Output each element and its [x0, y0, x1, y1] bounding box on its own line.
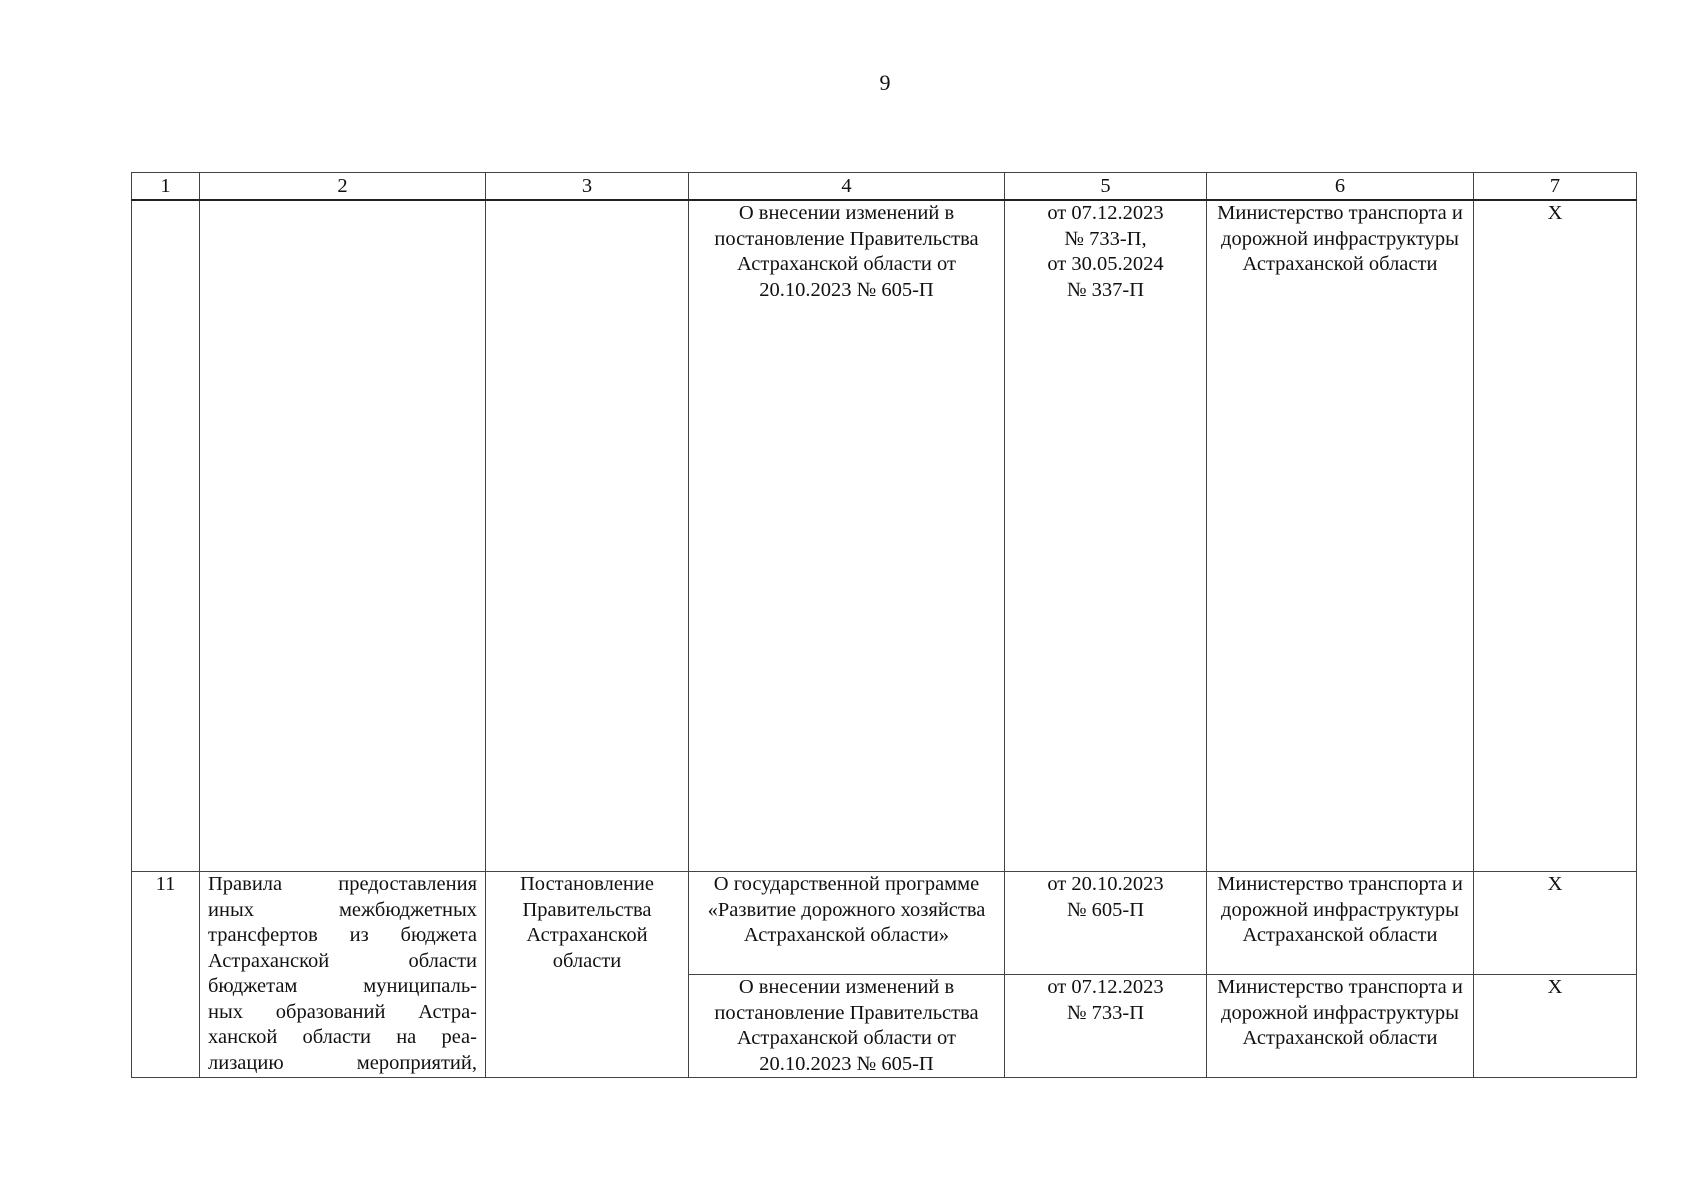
cell-number: 11 [132, 872, 200, 1078]
cell-description [200, 872, 486, 1078]
cell-agency: Министерство транспорта и дорожной инфраструктуры Астраханской области [1207, 872, 1474, 975]
cell-doc-title: О внесении изменений в постановление Правительства Астраханской области от 20.10.2023 № 605-П [689, 975, 1005, 1078]
header-col-4: 4 [689, 173, 1005, 201]
cell-agency: Министерство транспорта и дорожной инфраструктуры Астраханской области [1207, 975, 1474, 1078]
header-col-7: 7 [1474, 173, 1637, 201]
cell-doc-title: О внесении изменений в постановление Правительства Астраханской области от 20.10.2023 № 605-П [689, 200, 1005, 872]
header-col-6: 6 [1207, 173, 1474, 201]
page-number: 9 [879, 70, 891, 95]
cell-date-number: от 20.10.2023 № 605-П [1005, 872, 1207, 975]
cell-mark: Х [1474, 975, 1637, 1078]
cell-date-number: от 07.12.2023 № 733-П [1005, 975, 1207, 1078]
header-col-1: 1 [132, 173, 200, 201]
header-col-3: 3 [486, 173, 689, 201]
regulations-table [131, 172, 1637, 1078]
cell-description [200, 200, 486, 872]
description-line: иных межбюджетных [208, 898, 477, 921]
cell-doc-title: О государственной программе «Развитие дорожного хозяйства Астраханской области» [689, 872, 1005, 975]
description-line: ных образований Астра- [208, 1000, 477, 1023]
description-line: трансфертов из бюджета [208, 924, 477, 946]
cell-number [132, 200, 200, 872]
description-line: ханской области на реа- [208, 1026, 477, 1048]
cell-mark: Х [1474, 872, 1637, 975]
table-row-11 [132, 872, 1637, 975]
cell-mark: Х [1474, 200, 1637, 872]
cell-date-number: от 07.12.2023 № 733-П, от 30.05.2024 № 337-П [1005, 200, 1207, 872]
table-row-continued [132, 200, 1637, 872]
cell-act-type [486, 200, 689, 872]
description-line: лизацию мероприятий, [208, 1051, 477, 1074]
cell-act-type: Постановление Правительства Астраханской области [486, 872, 689, 1078]
header-row [132, 173, 1637, 201]
header-col-5: 5 [1005, 173, 1207, 201]
description-line: бюджетам муниципаль- [208, 975, 477, 997]
header-col-2: 2 [200, 173, 486, 201]
cell-agency: Министерство транспорта и дорожной инфраструктуры Астраханской области [1207, 200, 1474, 872]
description-line: Правила предоставления [208, 873, 477, 895]
description-line: Астраханской области [208, 949, 477, 972]
